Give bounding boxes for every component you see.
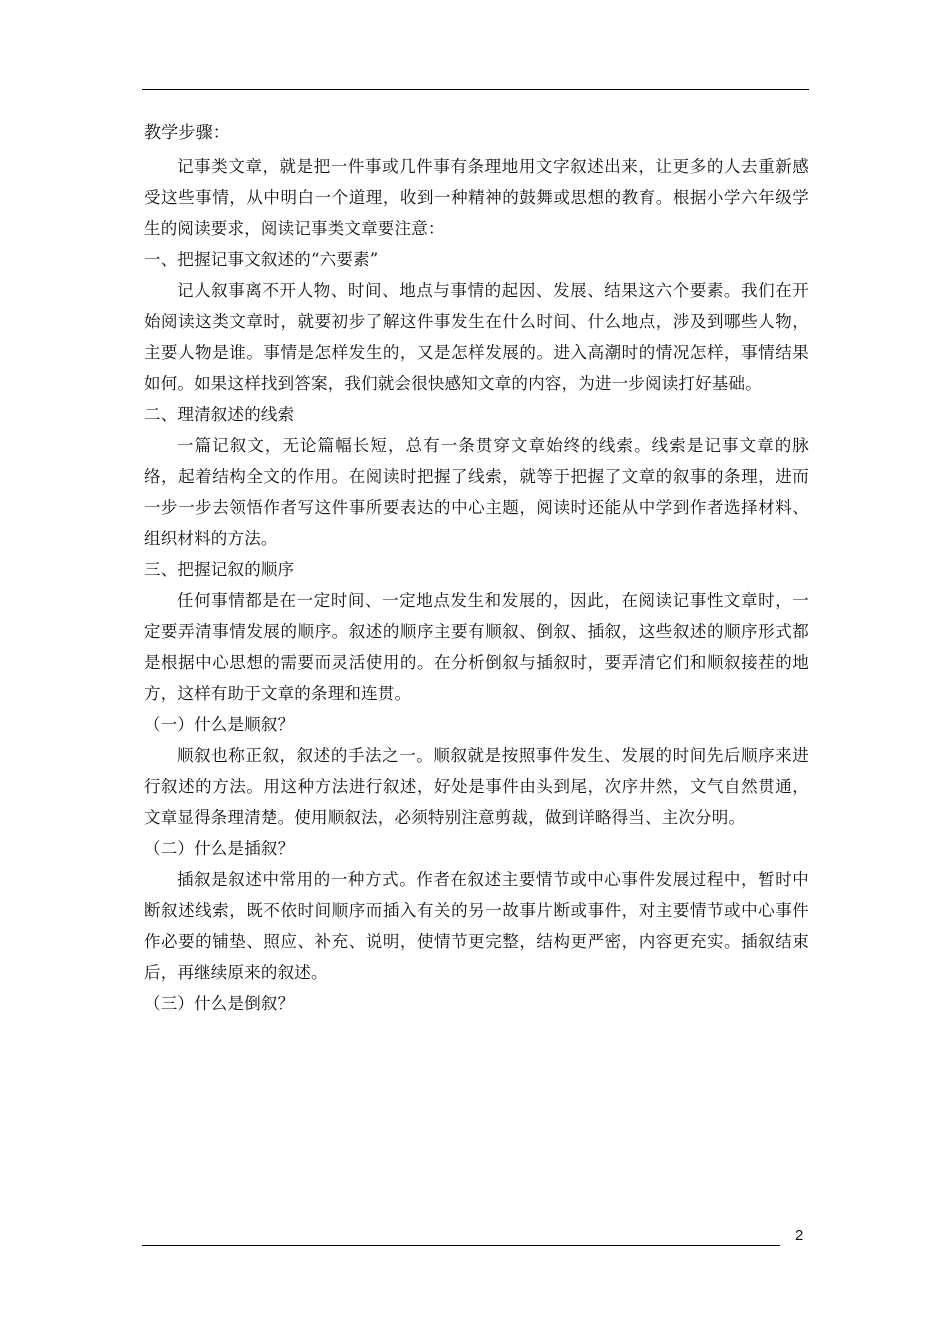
subheading: （二）什么是插叙？ <box>144 839 295 858</box>
page-number: 2 <box>795 1227 804 1244</box>
paragraph: 记人叙事离不开人物、时间、地点与事情的起因、发展、结果这六个要素。我们在开始阅读这类文章时，就要初步了解这件事发生在什么时间、什么地点，涉及到哪些人物，主要人物是谁。事情是怎样发生的，又是怎样发展的。进入高潮时的情况怎样，事情结果如何。如果这样找到答案，我们就会很快感知文章的内容，为进一步阅读打好基础。 <box>144 281 809 393</box>
paragraph: 任何事情都是在一定时间、一定地点发生和发展的，因此，在阅读记事性文章时，一定要弄清事情发展的顺序。叙述的顺序主要有顺叙、倒叙、插叙，这些叙述的顺序形式都是根据中心思想的需要而灵活使用的。在分析倒叙与插叙时，要弄清它们和顺叙接茬的地方，这样有助于文章的条理和连贯。 <box>144 591 809 703</box>
subheading: （三）什么是倒叙？ <box>144 994 295 1013</box>
heading: 二、理清叙述的线索 <box>144 405 295 424</box>
heading: 三、把握记叙的顺序 <box>144 560 295 579</box>
document-body <box>144 118 809 1019</box>
paragraph: 插叙是叙述中常用的一种方式。作者在叙述主要情节或中心事件发展过程中，暂时中断叙述线索，既不依时间顺序而插入有关的另一故事片断或事件，对主要情节或中心事件作必要的铺垫、照应、补充、说明，使情节更完整，结构更严密，内容更充实。插叙结束后，再继续原来的叙述。 <box>144 870 809 982</box>
paragraph: 记事类文章，就是把一件事或几件事有条理地用文字叙述出来，让更多的人去重新感受这些事情，从中明白一个道理，收到一种精神的鼓舞或思想的教育。根据小学六年级学生的阅读要求，阅读记事类文章要注意： <box>144 157 809 238</box>
paragraph: 一篇记叙文，无论篇幅长短，总有一条贯穿文章始终的线索。线索是记事文章的脉络，起着结构全文的作用。在阅读时把握了线索，就等于把握了文章的叙事的条理，进而一步一步去领悟作者写这件事所要表达的中心主题，阅读时还能从中学到作者选择材料、组织材料的方法。 <box>144 436 809 548</box>
paragraph: 顺叙也称正叙，叙述的手法之一。顺叙就是按照事件发生、发展的时间先后顺序来进行叙述的方法。用这种方法进行叙述，好处是事件由头到尾，次序井然，文气自然贯通，文章显得条理清楚。使用顺叙法，必须特别注意剪裁，做到详略得当、主次分明。 <box>144 746 809 827</box>
heading: 一、把握记事文叙述的“六要素” <box>144 250 379 269</box>
section-title: 教学步骤： <box>144 123 230 143</box>
header-rule <box>142 89 809 90</box>
subheading: （一）什么是顺叙？ <box>144 715 295 734</box>
footer-rule <box>142 1245 780 1246</box>
